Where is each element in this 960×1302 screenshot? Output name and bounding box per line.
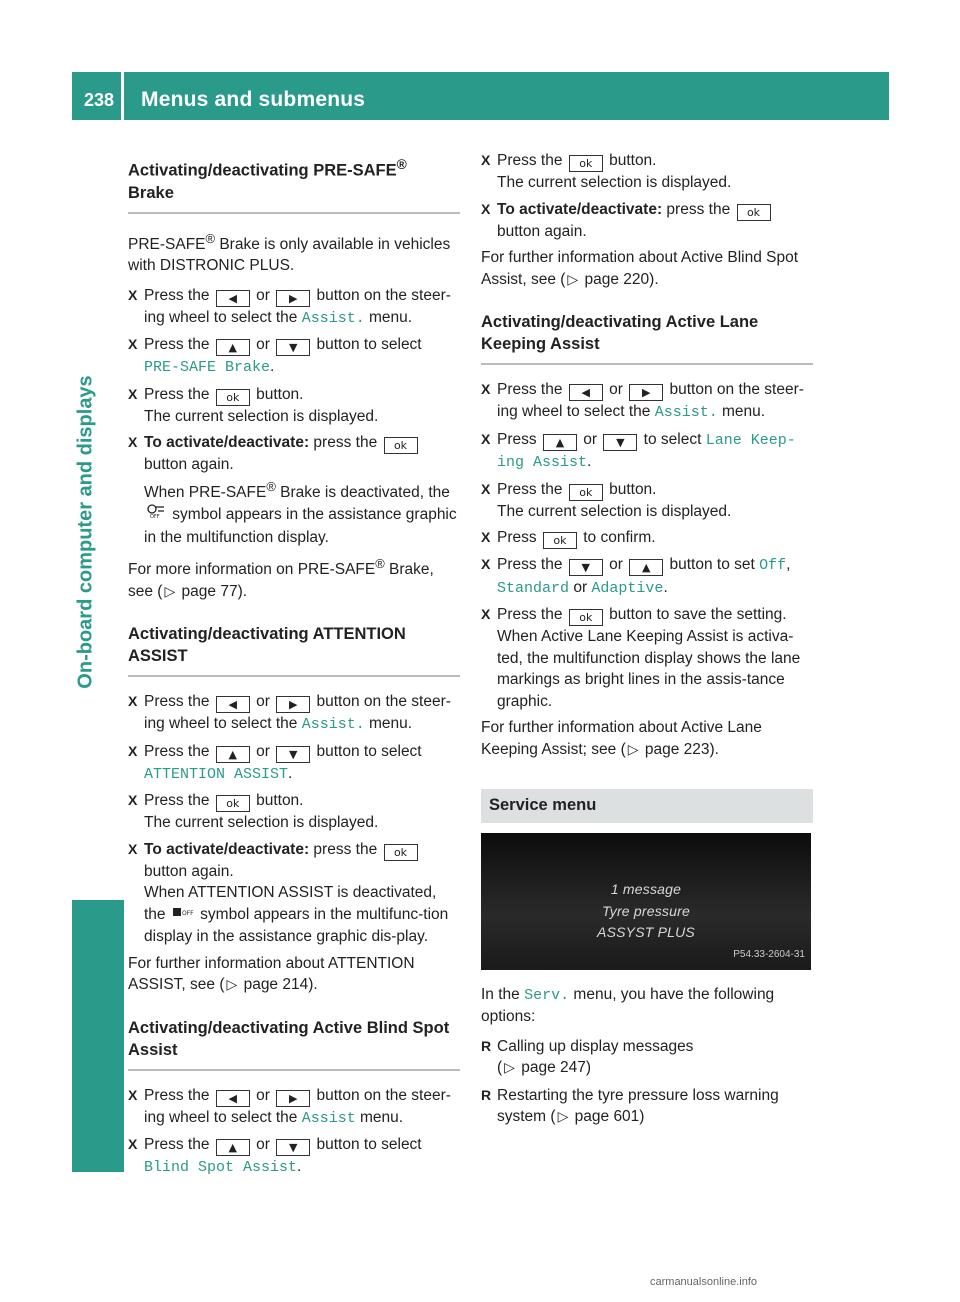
menu-item: Blind Spot Assist: [144, 1159, 298, 1177]
right-key-icon: ▶: [629, 384, 663, 401]
multifunction-display-image: [481, 833, 811, 970]
ok-key-icon: ok: [569, 484, 603, 501]
down-key-icon: ▼: [603, 434, 637, 451]
pre-safe-off-icon: [146, 507, 166, 523]
display-line: ASSYST PLUS: [597, 923, 695, 940]
ok-key-icon: ok: [569, 609, 603, 626]
left-key-icon: ◀: [216, 1090, 250, 1107]
page-ref-arrow-icon: ▷: [504, 1060, 515, 1076]
paragraph: For further information about ATTENTION ASSIST, see ( ▷ page 214).: [128, 954, 415, 994]
step-item: X To activate/deactivate: press the ok button again.: [481, 199, 813, 243]
up-key-icon: ▲: [629, 559, 663, 576]
left-column: [128, 150, 460, 1184]
right-key-icon: ▶: [276, 290, 310, 307]
left-key-icon: ◀: [216, 290, 250, 307]
display-line: Tyre pressure: [602, 902, 690, 919]
menu-name: Assist.: [301, 716, 365, 734]
right-column: [481, 150, 813, 1134]
right-key-icon: ▶: [276, 696, 310, 713]
option-adaptive: Adaptive: [591, 579, 664, 597]
step-item: X Press the ▲ or ▼ button to select PRE-SAFE Brake.: [128, 334, 460, 379]
ok-key-icon: ok: [384, 437, 418, 454]
step-item: X Press the ◀ or ▶ button on the steer-ing wheel to select the Assist. menu.: [128, 285, 460, 330]
step-item: X Press the ◀ or ▶ button on the steer-ing wheel to select the Assist. menu.: [481, 379, 813, 424]
down-key-icon: ▼: [276, 746, 310, 763]
ok-key-icon: ok: [216, 795, 250, 812]
sidebar-tab: [72, 900, 124, 1172]
page-ref-arrow-icon: ▷: [164, 583, 176, 600]
page-ref-arrow-icon: ▷: [226, 977, 238, 994]
section-heading: Activating/deactivating PRE-SAFE® Brake: [128, 154, 460, 214]
step-item: X Press the ▲ or ▼ button to select ATTENTION ASSIST.: [128, 741, 460, 786]
up-key-icon: ▲: [216, 1139, 250, 1156]
ok-key-icon: ok: [737, 204, 771, 221]
step-item: X Press the ▲ or ▼ button to select Blind Spot Assist.: [128, 1134, 460, 1179]
page-ref-arrow-icon: ▷: [627, 741, 639, 758]
step-item: X Press the ok button. The current selection is displayed.: [128, 790, 460, 834]
step-item: X To activate/deactivate: press the ok button again. When PRE-SAFE® Brake is deactivated, the OFF symbol appears in the assistance graphic in the multifunction display.: [128, 432, 460, 548]
step-item: X Press the ok button. The current selection is displayed.: [481, 479, 813, 523]
right-key-icon: ▶: [276, 1090, 310, 1107]
ok-key-icon: ok: [216, 389, 250, 406]
menu-item: Lane Keep-ing Assist: [497, 431, 796, 471]
ok-key-icon: ok: [543, 532, 577, 549]
option-off: Off: [759, 557, 787, 574]
step-item: X Press the ◀ or ▶ button on the steer-ing wheel to select the Assist menu.: [128, 1085, 460, 1130]
up-key-icon: ▲: [216, 339, 250, 356]
paragraph: In the Serv. menu, you have the following options:: [481, 985, 775, 1025]
list-item: R Restarting the tyre pressure loss warning system ( ▷ page 601): [481, 1085, 813, 1129]
section-heading: Activating/deactivating Active Blind Spot Assist: [128, 1017, 460, 1071]
step-item: X Press ok to confirm.: [481, 527, 813, 549]
left-key-icon: ◀: [569, 384, 603, 401]
option-standard: Standard: [497, 579, 570, 597]
page-ref-arrow-icon: ▷: [567, 271, 579, 288]
section-heading: Activating/deactivating ATTENTION ASSIST: [128, 623, 460, 677]
step-item: X Press the ok button. The current selection is displayed.: [481, 150, 813, 194]
svg-text:OFF: OFF: [181, 909, 194, 917]
page-title: Menus and submenus: [141, 88, 366, 111]
paragraph: For further information about Active Lane Keeping Assist; see ( ▷ page 223).: [481, 719, 762, 758]
step-item: X Press the ok button. The current selection is displayed.: [128, 384, 460, 428]
page-ref-arrow-icon: ▷: [557, 1109, 569, 1125]
down-key-icon: ▼: [569, 559, 603, 576]
paragraph: For more information on PRE-SAFE® Brake, see ( ▷ page 77).: [128, 556, 434, 600]
left-key-icon: ◀: [216, 696, 250, 713]
paragraph: For further information about Active Blind Spot Assist, see ( ▷ page 220).: [481, 249, 799, 288]
down-key-icon: ▼: [276, 1139, 310, 1156]
menu-item: ATTENTION ASSIST: [144, 765, 289, 783]
up-key-icon: ▲: [216, 746, 250, 763]
watermark: carmanualsonline.info: [650, 1276, 758, 1288]
step-item: X Press the ok button to save the setting. When Active Lane Keeping Assist is activa-ted, the multifunction display shows the lane markings as bright lines in the assis-tance graphic.: [481, 604, 813, 712]
paragraph: PRE-SAFE® Brake is only available in vehicles with DISTRONIC PLUS.: [128, 230, 451, 275]
menu-item: PRE-SAFE Brake: [144, 359, 271, 377]
list-item: R Calling up display messages ( ▷ page 247): [481, 1036, 813, 1080]
menu-name: Assist: [301, 1109, 356, 1127]
menu-name: Serv.: [524, 986, 570, 1004]
menu-name: Assist.: [654, 404, 718, 421]
display-line: 1 message: [610, 880, 682, 897]
ok-key-icon: ok: [384, 844, 418, 861]
step-item: X To activate/deactivate: press the ok button again. When ATTENTION ASSIST is deactivated, the OFF symbol appears in the multifunc-tion display in the assistance graphic dis-play.: [128, 839, 460, 948]
up-key-icon: ▲: [543, 434, 577, 451]
attention-assist-off-icon: [172, 907, 194, 923]
step-item: X Press the ◀ or ▶ button on the steer-ing wheel to select the Assist. menu.: [128, 691, 460, 736]
page-number: 238: [84, 90, 115, 110]
menu-name: Assist.: [301, 309, 365, 327]
section-heading: Activating/deactivating Active Lane Keeping Assist: [481, 311, 813, 365]
down-key-icon: ▼: [276, 339, 310, 356]
section-heading-service: Service menu: [481, 789, 813, 823]
ok-key-icon: ok: [569, 155, 603, 172]
image-reference: P54.33-2604-31: [733, 949, 805, 960]
svg-text:OFF: OFF: [150, 514, 160, 520]
step-item: X Press the ▼ or ▲ button to set Off, Standard or Adaptive.: [481, 554, 813, 599]
step-item: X Press ▲ or ▼ to select Lane Keep-ing Assist.: [481, 429, 813, 474]
